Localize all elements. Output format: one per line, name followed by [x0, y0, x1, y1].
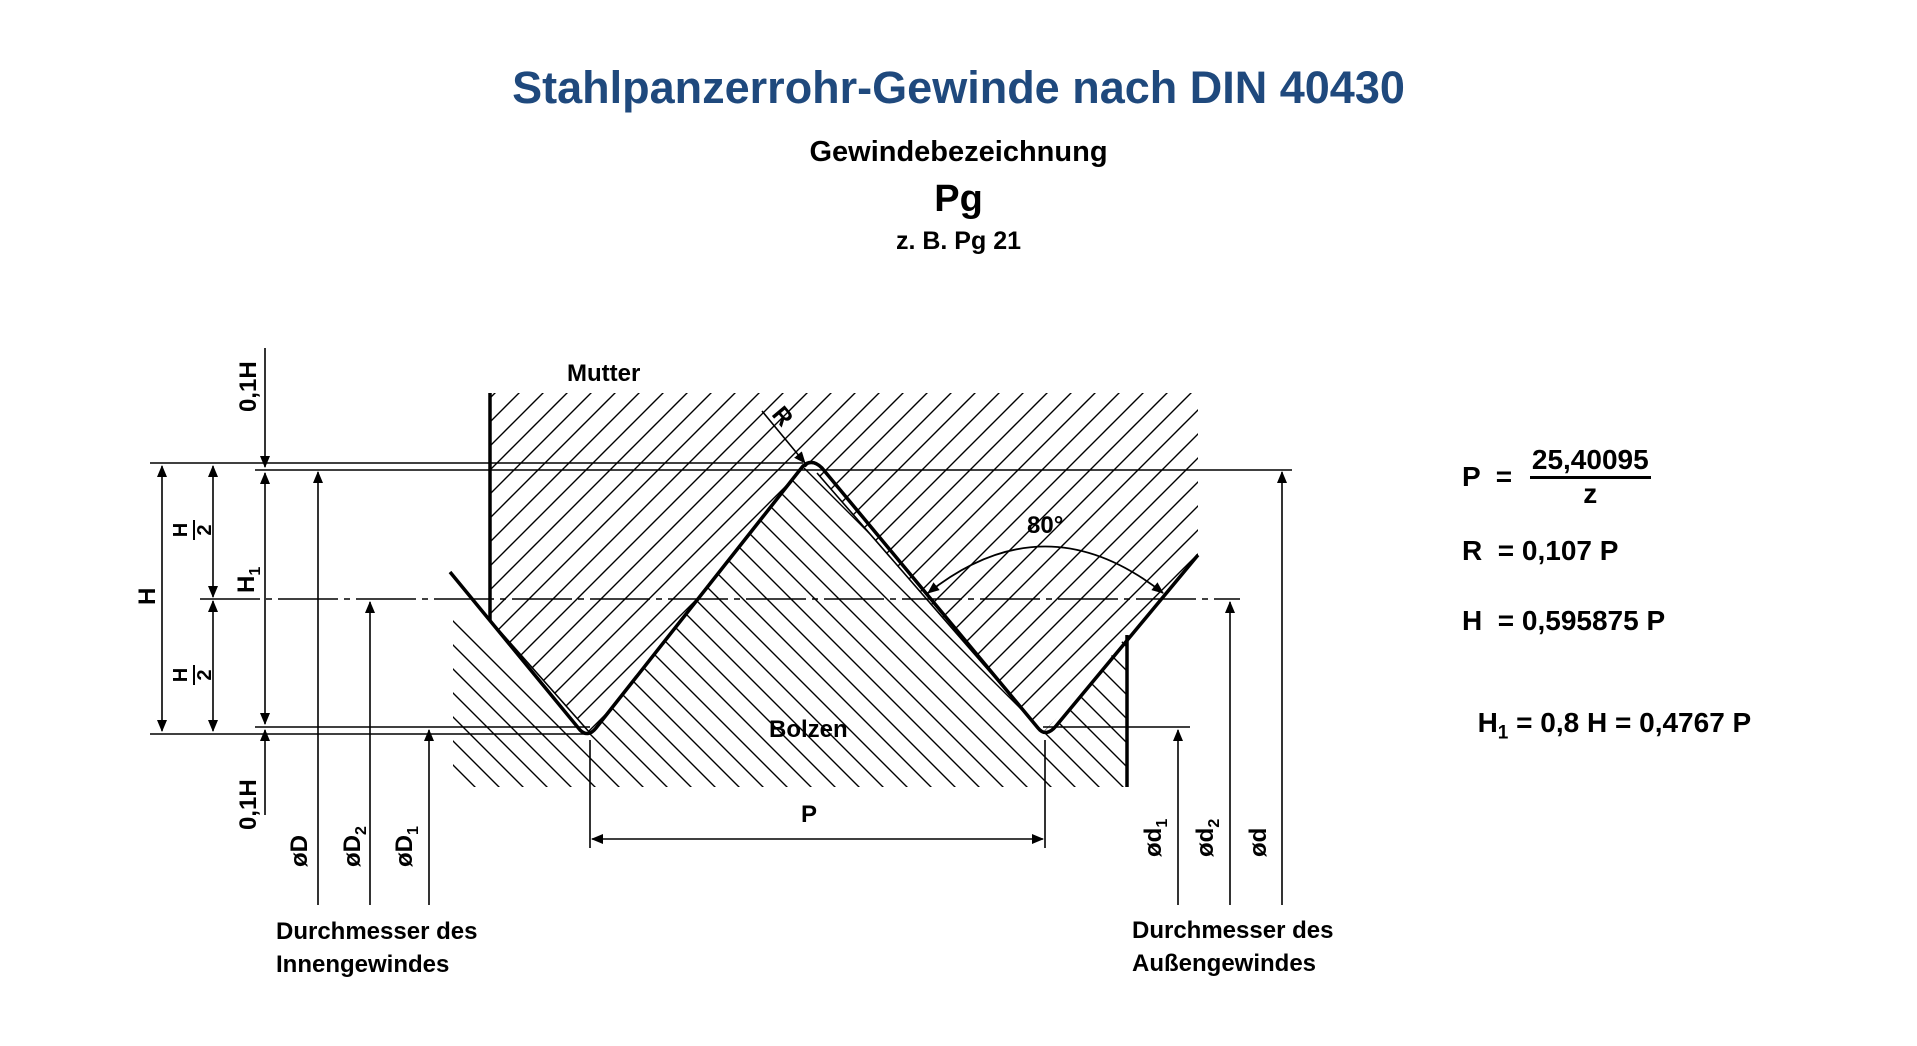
svg-text:H: H	[170, 667, 192, 683]
svg-text:2: 2	[194, 669, 216, 681]
diameter-d2-label: $ød_2$	[1192, 818, 1223, 857]
outer-thread-caption: Durchmesser des Außengewindes	[1132, 917, 1334, 977]
svg-text:2: 2	[194, 524, 216, 536]
page-title: Stahlpanzerrohr-Gewinde nach DIN 40430	[512, 62, 1405, 113]
diameter-D-label: øD	[286, 835, 313, 867]
diameter-D2-label: $øD_2$	[339, 826, 370, 867]
pitch-formula-denominator: z	[1583, 478, 1598, 509]
nut-label: Mutter	[567, 360, 641, 387]
pitch-label: P	[801, 801, 818, 828]
thread-designation: Pg	[934, 178, 983, 220]
half-height-upper-label	[170, 520, 216, 540]
svg-text:H: H	[170, 522, 192, 538]
thread-depth-label: $H_1$	[233, 566, 264, 593]
pitch-formula: P = $\frac{25,40095}{z}$	[1462, 444, 1649, 509]
pitch-formula-numerator: 25,40095	[1530, 445, 1651, 479]
radius-label: R	[766, 401, 799, 432]
thread-depth-formula: $H_1 = 0,8$ H = 0,4767 P	[1477, 707, 1752, 744]
half-height-lower-label	[170, 665, 216, 685]
diameter-D1-label: $øD_1$	[391, 826, 422, 867]
height-label: H	[134, 587, 161, 605]
height-formula: H = 0,595875 P	[1462, 605, 1666, 636]
designation-example: z. B. Pg 21	[895, 227, 1022, 255]
thread-designation-heading: Gewindebezeichnung	[809, 136, 1108, 168]
bottom-clearance-label: 0,1H	[235, 779, 262, 830]
diameter-d-label: ød	[1245, 827, 1272, 857]
inner-thread-caption: Durchmesser des Innengewindes	[276, 918, 478, 978]
top-clearance-label: 0,1H	[235, 361, 262, 412]
radius-formula: R = 0,107 P	[1462, 535, 1619, 566]
angle-label: 80°	[1027, 512, 1064, 539]
diameter-d1-label: $ød_1$	[1140, 818, 1171, 857]
bolt-label: Bolzen	[769, 716, 848, 743]
